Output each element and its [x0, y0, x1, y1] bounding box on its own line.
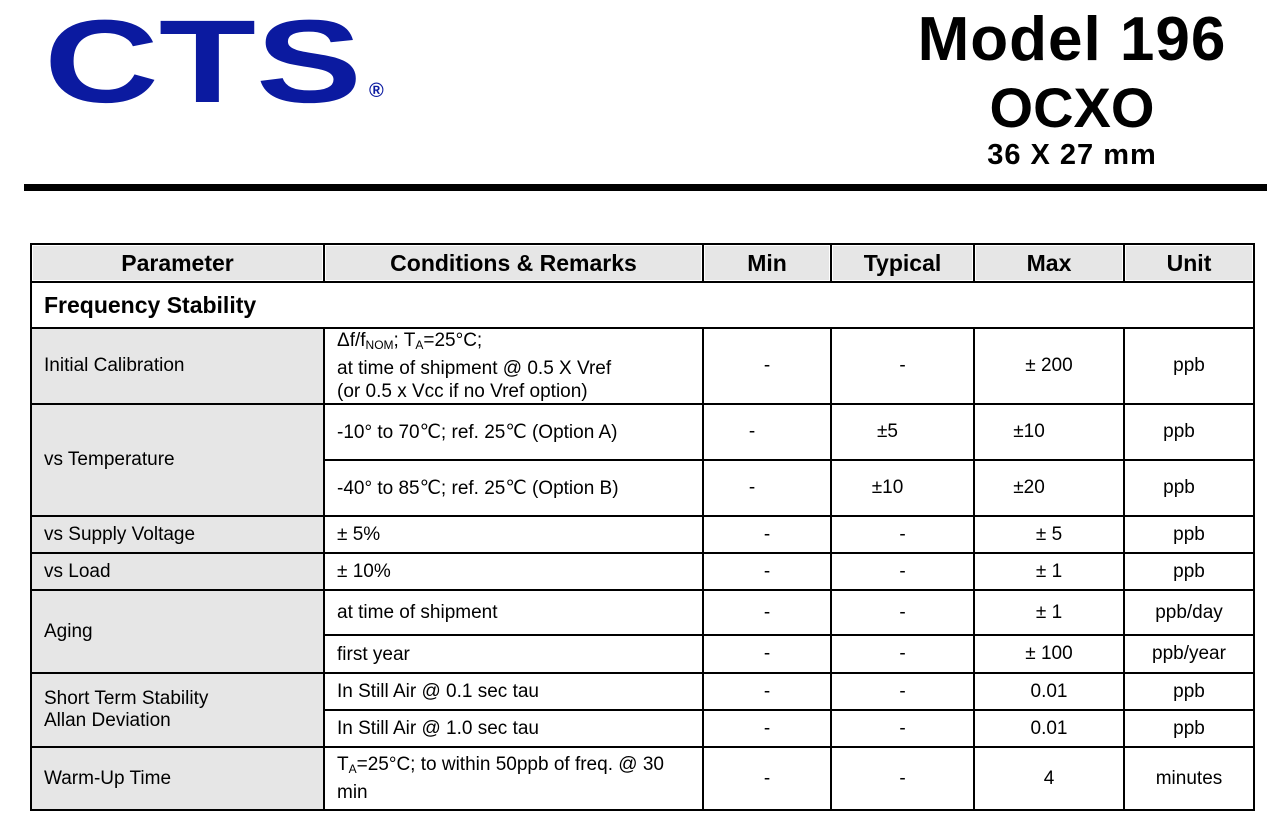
typical-cell: - [831, 516, 974, 553]
min-cell: - [703, 404, 831, 460]
typical-cell: ±5 [831, 404, 974, 460]
typical-cell: - [831, 328, 974, 404]
model-title [892, 2, 1252, 172]
typical-cell: - [831, 635, 974, 673]
typical-cell: - [831, 553, 974, 590]
typical-cell: - [831, 747, 974, 810]
table-row [31, 590, 1254, 635]
typical-cell: ±10 [831, 460, 974, 516]
table-row [31, 404, 1254, 460]
table-row [31, 553, 1254, 590]
param-cell: Initial Calibration [31, 328, 324, 404]
param-cell: Warm-Up Time [31, 747, 324, 810]
cond-text: =25°C; to within 50ppb of freq. @ 30 min [337, 754, 664, 803]
param-cell: vs Load [31, 553, 324, 590]
model-number: Model 196 [917, 5, 1227, 74]
subscript: A [415, 338, 424, 352]
condition-cell [324, 747, 703, 810]
min-cell: - [703, 590, 831, 635]
max-cell: ± 100 [974, 635, 1124, 673]
unit-cell: ppb [1124, 516, 1254, 553]
table-row [31, 747, 1254, 810]
condition-cell: -10° to 70℃; ref. 25℃ (Option A) [324, 404, 703, 460]
max-cell: ± 5 [974, 516, 1124, 553]
condition-cell: ± 10% [324, 553, 703, 590]
logo-text: CTS [44, 2, 362, 122]
section-frequency-stability: Frequency Stability [31, 282, 1254, 328]
registered-mark: ® [369, 80, 384, 102]
table-row [31, 673, 1254, 710]
param-cell: vs Supply Voltage [31, 516, 324, 553]
max-cell: 0.01 [974, 710, 1124, 747]
condition-cell: In Still Air @ 0.1 sec tau [324, 673, 703, 710]
min-cell: - [703, 710, 831, 747]
unit-cell: ppb/year [1124, 635, 1254, 673]
cond-text: ; T [393, 330, 416, 351]
table-row [31, 328, 1254, 404]
table-row [31, 516, 1254, 553]
min-cell: - [703, 553, 831, 590]
min-cell: - [703, 747, 831, 810]
condition-cell: ± 5% [324, 516, 703, 553]
header-conditions: Conditions & Remarks [324, 244, 703, 282]
max-cell: 0.01 [974, 673, 1124, 710]
header-max: Max [974, 244, 1124, 282]
min-cell: - [703, 673, 831, 710]
cts-logo [44, 2, 374, 122]
unit-cell: minutes [1124, 747, 1254, 810]
max-cell: ±20 [974, 460, 1124, 516]
table-header-row [31, 244, 1254, 282]
max-cell: ± 1 [974, 590, 1124, 635]
param-cell [31, 673, 324, 747]
min-cell: - [703, 460, 831, 516]
unit-cell: ppb [1124, 553, 1254, 590]
condition-cell: first year [324, 635, 703, 673]
section-row [31, 282, 1254, 328]
param-cell: Aging [31, 590, 324, 673]
subscript: A [348, 762, 357, 776]
condition-cell [324, 328, 703, 404]
model-size: 36 X 27 mm [987, 139, 1157, 171]
typical-cell: - [831, 590, 974, 635]
condition-cell: In Still Air @ 1.0 sec tau [324, 710, 703, 747]
typical-cell: - [831, 673, 974, 710]
header-unit: Unit [1124, 244, 1254, 282]
unit-cell: ppb/day [1124, 590, 1254, 635]
unit-cell: ppb [1124, 710, 1254, 747]
header-parameter: Parameter [31, 244, 324, 282]
cond-text: T [337, 754, 349, 775]
unit-cell: ppb [1124, 460, 1254, 516]
condition-line [337, 329, 692, 357]
max-cell: 4 [974, 747, 1124, 810]
param-line: Short Term Stability [44, 688, 209, 709]
condition-line: at time of shipment @ 0.5 X Vref [337, 358, 612, 379]
min-cell: - [703, 328, 831, 404]
param-cell: vs Temperature [31, 404, 324, 516]
condition-cell: at time of shipment [324, 590, 703, 635]
max-cell: ±10 [974, 404, 1124, 460]
subscript: NOM [365, 338, 394, 352]
min-cell: - [703, 516, 831, 553]
param-line: Allan Deviation [44, 710, 171, 731]
header-rule [24, 184, 1267, 191]
cond-text: Δf/f [337, 330, 366, 351]
cts-logo-graphic [44, 2, 374, 122]
unit-cell: ppb [1124, 673, 1254, 710]
max-cell: ± 200 [974, 328, 1124, 404]
header-min: Min [703, 244, 831, 282]
max-cell: ± 1 [974, 553, 1124, 590]
spec-table [30, 243, 1255, 811]
header-typical: Typical [831, 244, 974, 282]
min-cell: - [703, 635, 831, 673]
cond-text: =25°C; [423, 330, 483, 351]
typical-cell: - [831, 710, 974, 747]
unit-cell: ppb [1124, 404, 1254, 460]
unit-cell: ppb [1124, 328, 1254, 404]
model-type: OCXO [989, 76, 1155, 139]
condition-line: (or 0.5 x Vcc if no Vref option) [337, 381, 588, 402]
condition-cell: -40° to 85℃; ref. 25℃ (Option B) [324, 460, 703, 516]
